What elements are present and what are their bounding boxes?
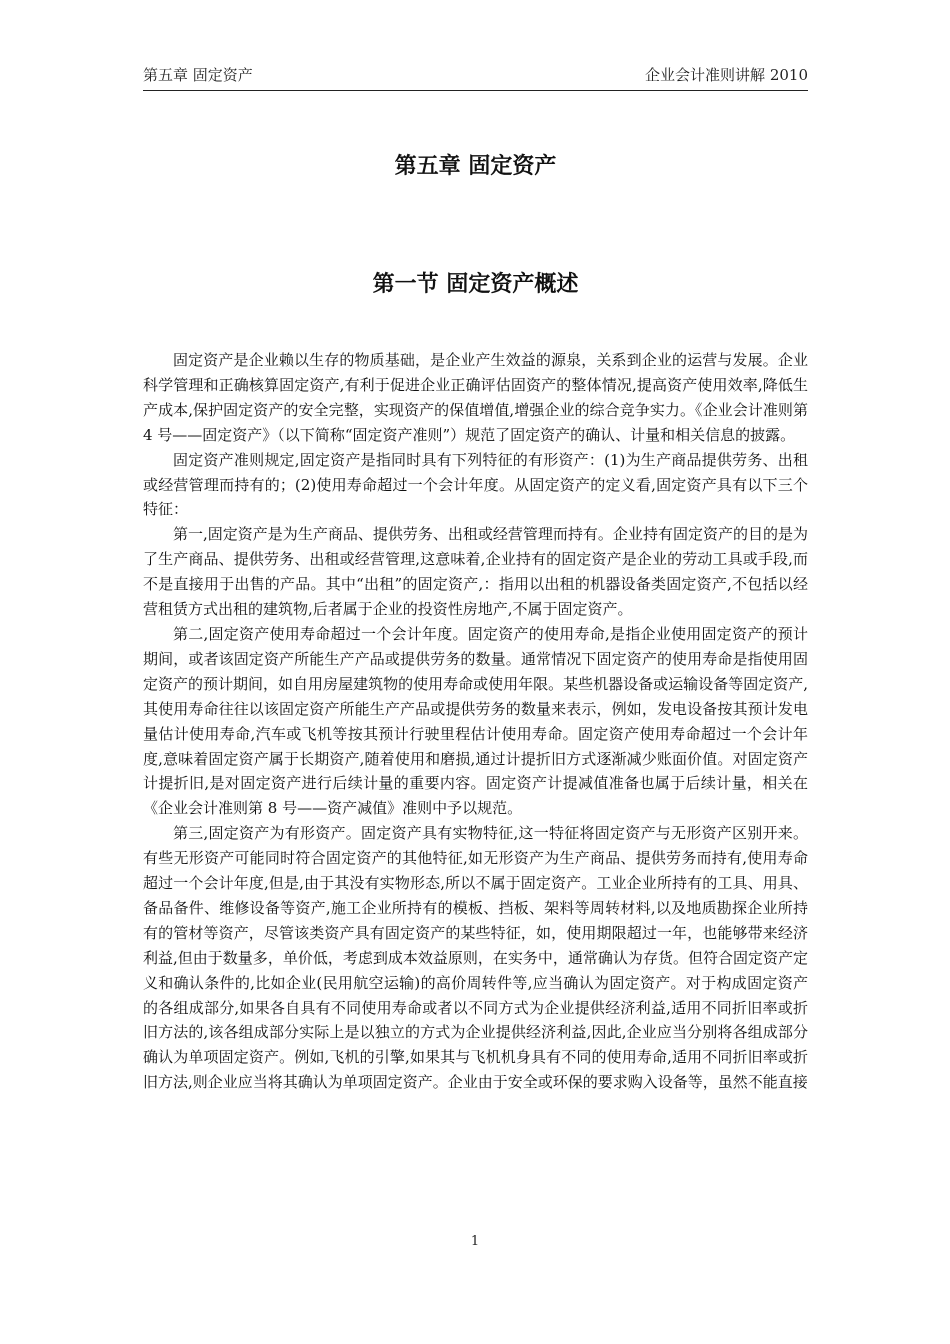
body-text (143, 348, 808, 1095)
header-book-title: 企业会计准则讲解 2010 (645, 66, 808, 84)
paragraph: 第三,固定资产为有形资产。固定资产具有实物特征,这一特征将固定资产与无形资产区别开来。有些无形资产可能同时符合固定资产的其他特征,如无形资产为生产商品、提供劳务而持有,使用寿命超过一个会计年度,但是,由于其没有实物形态,所以不属于固定资产。工业企业所持有的工具、用具、备品备件、维修设备等资产,施工企业所持有的模板、挡板、架料等周转材料,以及地质勘探企业所持有的管材等资产，尽管该类资产具有固定资产的某些特征，如，使用期限超过一年，也能够带来经济利益,但由于数量多，单价低，考虑到成本效益原则，在实务中，通常确认为存货。但符合固定资产定义和确认条件的,比如企业(民用航空运输)的高价周转件等,应当确认为固定资产。对于构成固定资产的各组成部分,如果各自具有不同使用寿命或者以不同方式为企业提供经济利益,适用不同折旧率或折旧方法的,该各组成部分实际上是以独立的方式为企业提供经济利益,因此,企业应当分别将各组成部分确认为单项固定资产。例如,飞机的引擎,如果其与飞机机身具有不同的使用寿命,适用不同折旧率或折旧方法,则企业应当将其确认为单项固定资产。企业由于安全或环保的要求购入设备等，虽然不能直接 (143, 824, 808, 1092)
header-chapter: 第五章 固定资产 (143, 66, 253, 84)
paragraph: 固定资产是企业赖以生存的物质基础，是企业产生效益的源泉，关系到企业的运营与发展。企业科学管理和正确核算固定资产,有利于促进企业正确评估固资产的整体情况,提高资产使用效率,降低生产成本,保护固定资产的安全完整，实现资产的保值增值,增强企业的综合竞争实力。《企业会计准则第 4 号——固定资产》（以下简称“固定资产准则”）规范了固定资产的确认、计量和相关信息的披露。 (143, 351, 808, 444)
page-header (143, 64, 808, 91)
paragraph: 固定资产准则规定,固定资产是指同时具有下列特征的有形资产：(1)为生产商品提供劳务、出租或经营管理而持有的；(2)使用寿命超过一个会计年度。从固定资产的定义看,固定资产具有以下三个特征： (143, 450, 808, 519)
section-title: 第一节 固定资产概述 (372, 272, 579, 297)
page-number: 1 (470, 1234, 480, 1249)
chapter-title: 第五章 固定资产 (394, 154, 557, 179)
paragraph: 第一,固定资产是为生产商品、提供劳务、出租或经营管理而持有。企业持有固定资产的目的是为了生产商品、提供劳务、出租或经营管理,这意味着,企业持有的固定资产是企业的劳动工具或手段,而不是直接用于出售的产品。其中“出租”的固定资产,：指用以出租的机器设备类固定资产,不包括以经营租赁方式出租的建筑物,后者属于企业的投资性房地产,不属于固定资产。 (143, 525, 808, 619)
paragraph: 第二,固定资产使用寿命超过一个会计年度。固定资产的使用寿命,是指企业使用固定资产的预计期间，或者该固定资产所能生产产品或提供劳务的数量。通常情况下固定资产的使用寿命是指使用固定资产的预计期间，如自用房屋建筑物的使用寿命或使用年限。某些机器设备或运输设备等固定资产,其使用寿命往往以该固定资产所能生产产品或提供劳务的数量来表示，例如，发电设备按其预计发电量估计使用寿命,汽车或飞机等按其预计行驶里程估计使用寿命。固定资产使用寿命超过一个会计年度,意味着固定资产属于长期资产,随着使用和磨损,通过计提折旧方式逐渐减少账面价值。对固定资产计提折旧,是对固定资产进行后续计量的重要内容。固定资产计提减值准备也属于后续计量，相关在《企业会计准则第 8 号——资产减值》准则中予以规范。 (143, 624, 808, 818)
